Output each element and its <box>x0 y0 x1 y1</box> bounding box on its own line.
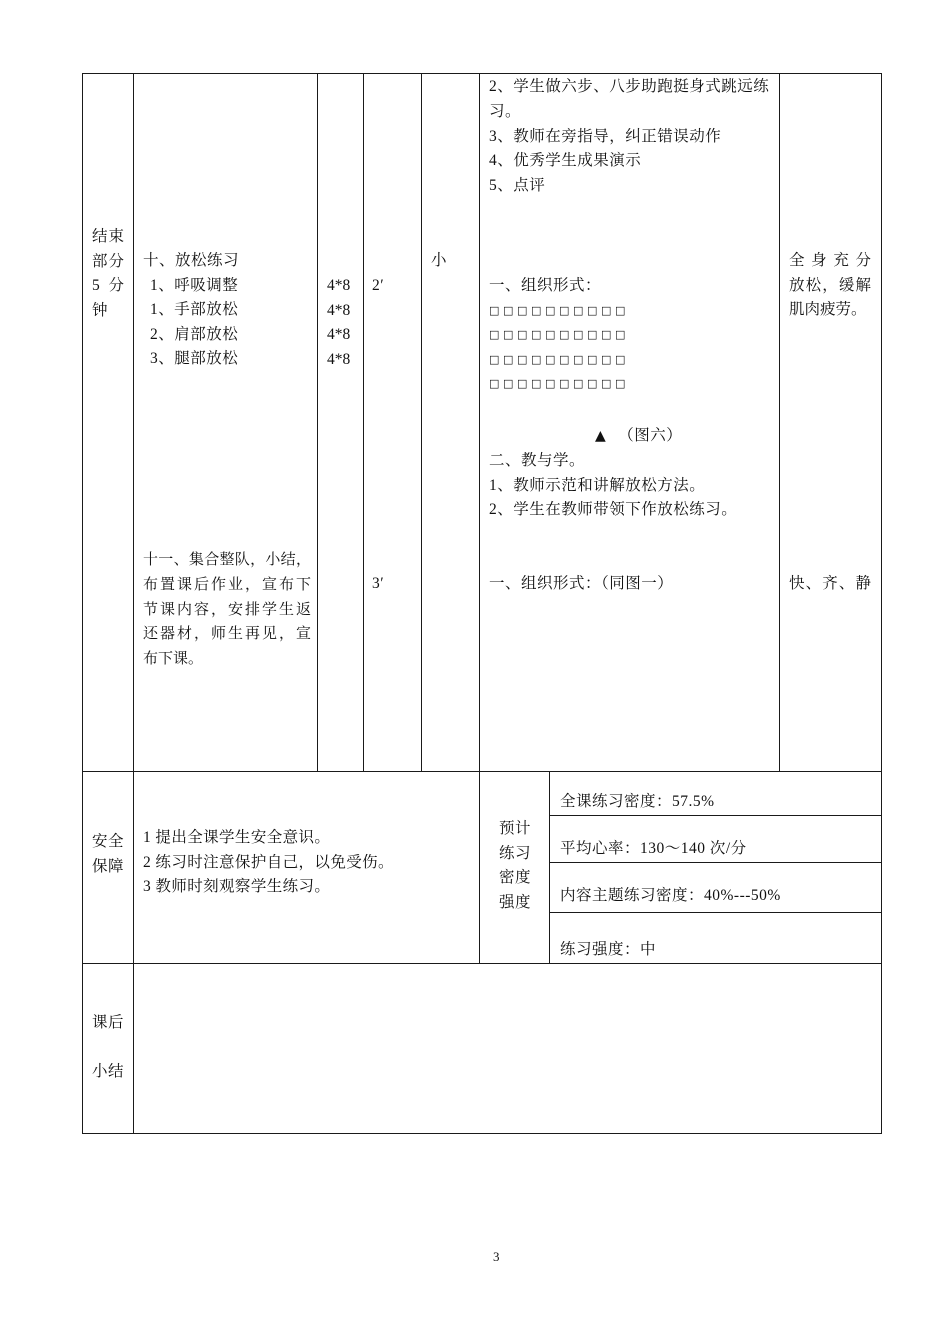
section-label-line: 结束 <box>92 228 124 245</box>
safety-label <box>92 830 124 879</box>
density-label-line: 强度 <box>499 893 532 911</box>
time-relax: 2′ <box>372 277 385 294</box>
closing-requirements <box>789 572 871 597</box>
density-total: 全课练习密度：57.5% <box>560 793 715 810</box>
organization-line: 5、点评 <box>489 177 546 194</box>
section-label-line: 5 分 <box>92 277 124 295</box>
safety-items <box>143 826 394 900</box>
organization-line: 2、学生做六步、八步助跑挺身式跳远练 <box>489 78 770 95</box>
reps-value: 4*8 <box>327 301 351 319</box>
organization-line: 习。 <box>489 102 522 120</box>
closing-block <box>143 548 311 672</box>
closing-organization-form: 一、组织形式：（同图一） <box>489 575 674 592</box>
section-label <box>92 225 124 323</box>
density-label <box>499 817 531 915</box>
relax-exercise-item: 1、呼吸调整 <box>150 276 239 294</box>
teaching-title: 二、教与学。 <box>489 452 586 469</box>
organization-form-title: 一、组织形式： <box>489 277 602 294</box>
formation-row: □□□□□□□□□□ <box>489 352 629 366</box>
requirement-line: 肌肉疲劳。 <box>789 301 867 319</box>
row-divider-safety-bottom <box>82 963 882 964</box>
density-intensity: 练习强度：中 <box>560 941 657 958</box>
reps-value: 4*8 <box>327 277 351 294</box>
col-divider-content <box>317 73 318 771</box>
summary-label-line: 小结 <box>92 1063 125 1080</box>
section-label-line: 钟 <box>92 301 108 319</box>
formation-row: □□□□□□□□□□ <box>489 303 629 317</box>
table-border-bottom <box>82 1133 882 1134</box>
relax-requirements <box>789 249 871 323</box>
density-row-divider-2 <box>549 862 882 863</box>
closing-line: 节课内容，安排学生返 <box>143 601 311 618</box>
section-label-line: 部分 <box>92 252 124 270</box>
density-topic: 内容主题练习密度：40%---50% <box>560 887 781 904</box>
relax-exercise-block <box>143 249 239 372</box>
safety-label-line: 安全 <box>92 833 125 850</box>
reps-value: 4*8 <box>327 350 351 368</box>
table-border-left <box>82 73 83 1134</box>
teaching-item: 1、教师示范和讲解放松方法。 <box>489 476 706 494</box>
requirement-line: 放松，缓解 <box>789 276 871 294</box>
col-divider-label <box>133 73 134 1134</box>
relax-organization-form <box>489 274 629 397</box>
teacher-triangle-icon: ▲ <box>595 428 607 444</box>
figure-label <box>595 424 682 449</box>
formation-row: □□□□□□□□□□ <box>489 328 629 342</box>
density-label-line: 练习 <box>499 844 532 862</box>
closing-line: 十一、集合整队，小结， <box>143 552 311 568</box>
safety-item: 3 教师时刻观察学生练习。 <box>143 878 331 896</box>
organization-line: 4、优秀学生成果演示 <box>489 152 642 170</box>
col-divider-time <box>421 73 422 771</box>
row-divider-main-bottom <box>82 771 882 772</box>
density-row-divider-3 <box>549 912 882 913</box>
relax-exercise-item: 1、手部放松 <box>150 301 239 319</box>
reps-value: 4*8 <box>327 326 351 344</box>
requirement-line: 全 身 充 分 <box>789 252 871 269</box>
table-border-right <box>881 73 882 1134</box>
safety-item: 1 提出全课学生安全意识。 <box>143 829 331 846</box>
closing-line: 还器材，师生再见，宣 <box>143 626 311 643</box>
summary-label-line: 课后 <box>92 1014 125 1031</box>
relax-exercise-title: 十、放松练习 <box>143 252 240 269</box>
time-closing: 3′ <box>372 575 385 592</box>
formation-row: □□□□□□□□□□ <box>489 377 629 391</box>
table-border-top <box>82 73 882 74</box>
density-heart-rate: 平均心率：130～140 次/分 <box>560 840 747 857</box>
requirement-line: 快、齐、静 <box>789 575 871 592</box>
density-row-divider-1 <box>549 815 882 816</box>
closing-line: 布下课。 <box>143 651 204 667</box>
density-label-line: 预计 <box>499 820 532 837</box>
organization-line: 3、教师在旁指导，纠正错误动作 <box>489 127 722 145</box>
load-value: 小 <box>431 252 448 269</box>
relax-exercise-item: 3、腿部放松 <box>150 350 239 368</box>
page-number: 3 <box>493 1249 500 1264</box>
col-divider-organization <box>779 73 780 771</box>
teaching-item: 2、学生在教师带领下作放松练习。 <box>489 501 738 519</box>
organization-continued <box>489 75 769 199</box>
safety-label-line: 保障 <box>92 857 125 875</box>
safety-item: 2 练习时注意保护自己，以免受伤。 <box>143 853 394 871</box>
col-divider-reps <box>363 73 364 771</box>
density-label-line: 密度 <box>499 869 532 887</box>
teaching-block <box>489 449 737 523</box>
col-divider-load <box>479 73 480 963</box>
closing-line: 布置课后作业，宣布下 <box>143 576 311 593</box>
reps-column <box>327 274 350 372</box>
col-divider-density-label <box>549 771 550 963</box>
relax-exercise-item: 2、肩部放松 <box>150 325 239 343</box>
figure-caption: （图六） <box>618 427 683 444</box>
